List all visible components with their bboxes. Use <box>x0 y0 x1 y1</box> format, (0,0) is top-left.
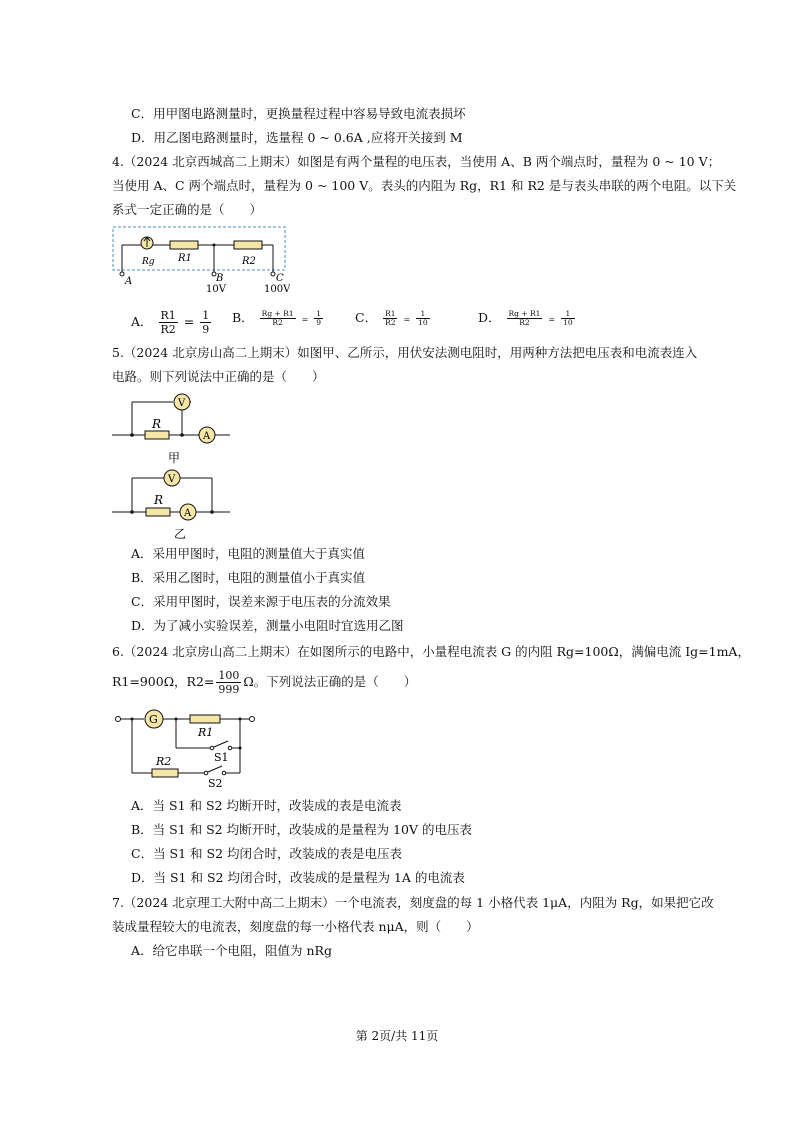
q6-s2-label: S2 <box>208 777 223 790</box>
q5-jia-a-label: A <box>203 431 211 442</box>
q5-option-d: D．为了减小实验误差，测量小电阻时宜选用乙图 <box>131 618 404 633</box>
q6-r1-label: R1 <box>198 726 214 739</box>
q6-option-c: C．当 S1 和 S2 均闭合时，改装成的表是电压表 <box>131 846 402 861</box>
q5-circuits <box>110 390 240 540</box>
q5-yi-r-label: R <box>154 493 164 507</box>
q4-voltmeter-circuit <box>110 224 290 296</box>
q4-option-c: C． $\frac{R1}{R2}$ = $\frac{1}{10}$ <box>355 309 428 327</box>
q5-jia-v-label: V <box>178 398 186 409</box>
q7-stem-line2: 装成量程较大的电流表，刻度盘的每一小格代表 nμA，则（ ） <box>112 919 479 934</box>
q5-yi-a-label: A <box>184 508 192 519</box>
q6-option-a: A．当 S1 和 S2 均断开时，改装成的表是电流表 <box>131 798 402 813</box>
page-footer: 第 2页/共 11页 <box>355 1029 439 1043</box>
q5-stem-line2: 电路。则下列说法中正确的是（ ） <box>112 369 325 384</box>
q4-label-c: C <box>276 273 284 284</box>
q4-option-a: A． $\frac{R1}{R2}$ = $\frac{1}{9}$ <box>131 309 210 336</box>
q4-stem-line3: 系式一定正确的是（ ） <box>112 202 263 217</box>
q6-g-label: G <box>149 713 158 726</box>
q4-stem-line2: 当使用 A、C 两个端点时，量程为 0 ~ 100 V。表头的内阻为 Rg，R1 和 R2 是与表头串联的两个电阻。以下关 <box>112 178 737 193</box>
q6-option-d: D．当 S1 和 S2 均闭合时，改装成的是量程为 1A 的电流表 <box>131 870 465 885</box>
q3-option-c: C．用甲图电路测量时，更换量程过程中容易导致电流表损坏 <box>131 106 466 121</box>
q7-stem-line1: 7.（2024 北京理工大附中高二上期末）一个电流表，刻度盘的每 1 小格代表 1μA，内阻为 Rg，如果把它改 <box>112 895 714 910</box>
q4-label-r1: R1 <box>178 253 192 264</box>
q6-stem-line1: 6.（2024 北京房山高二上期末）在如图所示的电路中，小量程电流表 G 的内阻 Rg=100Ω，满偏电流 Ig=1mA， <box>112 644 750 659</box>
q4-label-rg: Rg <box>142 257 155 267</box>
q7-option-a: A．给它串联一个电阻，阻值为 nRg <box>131 943 332 958</box>
q4-label-10v: 10V <box>206 284 226 295</box>
q4-label-100v: 100V <box>264 284 290 295</box>
q6-stem-line2: R1=900Ω，R2= $\frac{100}{999}$ Ω。下列说法正确的是（ ） <box>112 669 417 696</box>
q5-option-b: B．采用乙图时，电阻的测量值小于真实值 <box>131 570 366 585</box>
q6-r2-label: R2 <box>156 755 172 768</box>
q5-option-a: A．采用甲图时，电阻的测量值大于真实值 <box>131 546 366 561</box>
q6-circuit <box>110 705 260 795</box>
q4-option-d: D． $\frac{Rg + R1}{R2}$ = $\frac{1}{10}$ <box>478 309 573 327</box>
q5-label-jia: 甲 <box>168 451 181 465</box>
q5-jia-r-label: R <box>152 417 162 431</box>
q3-option-d: D．用乙图电路测量时，选量程 0 ~ 0.6A ,应将开关接到 M <box>131 130 463 145</box>
q4-stem-line1: 4.（2024 北京西城高二上期末）如图是有两个量程的电压表，当使用 A、B 两个端点时，量程为 0 ~ 10 V； <box>112 154 721 169</box>
q5-yi-v-label: V <box>168 474 176 485</box>
q5-option-c: C．采用甲图时，误差来源于电压表的分流效果 <box>131 594 391 609</box>
q6-s1-label: S1 <box>214 751 229 764</box>
q4-label-a: A <box>125 276 133 287</box>
q4-option-b: B． $\frac{Rg + R1}{R2}$ = $\frac{1}{9}$ <box>232 309 322 327</box>
q6-option-b: B．当 S1 和 S2 均断开时，改装成的是量程为 10V 的电压表 <box>131 822 472 837</box>
q4-label-r2: R2 <box>242 256 256 267</box>
q4-label-b: B <box>216 273 224 284</box>
q5-label-yi: 乙 <box>174 527 187 540</box>
q5-stem-line1: 5.（2024 北京房山高二上期末）如图甲、乙所示，用伏安法测电阻时，用两种方法把电压表和电流表连入 <box>112 345 698 360</box>
